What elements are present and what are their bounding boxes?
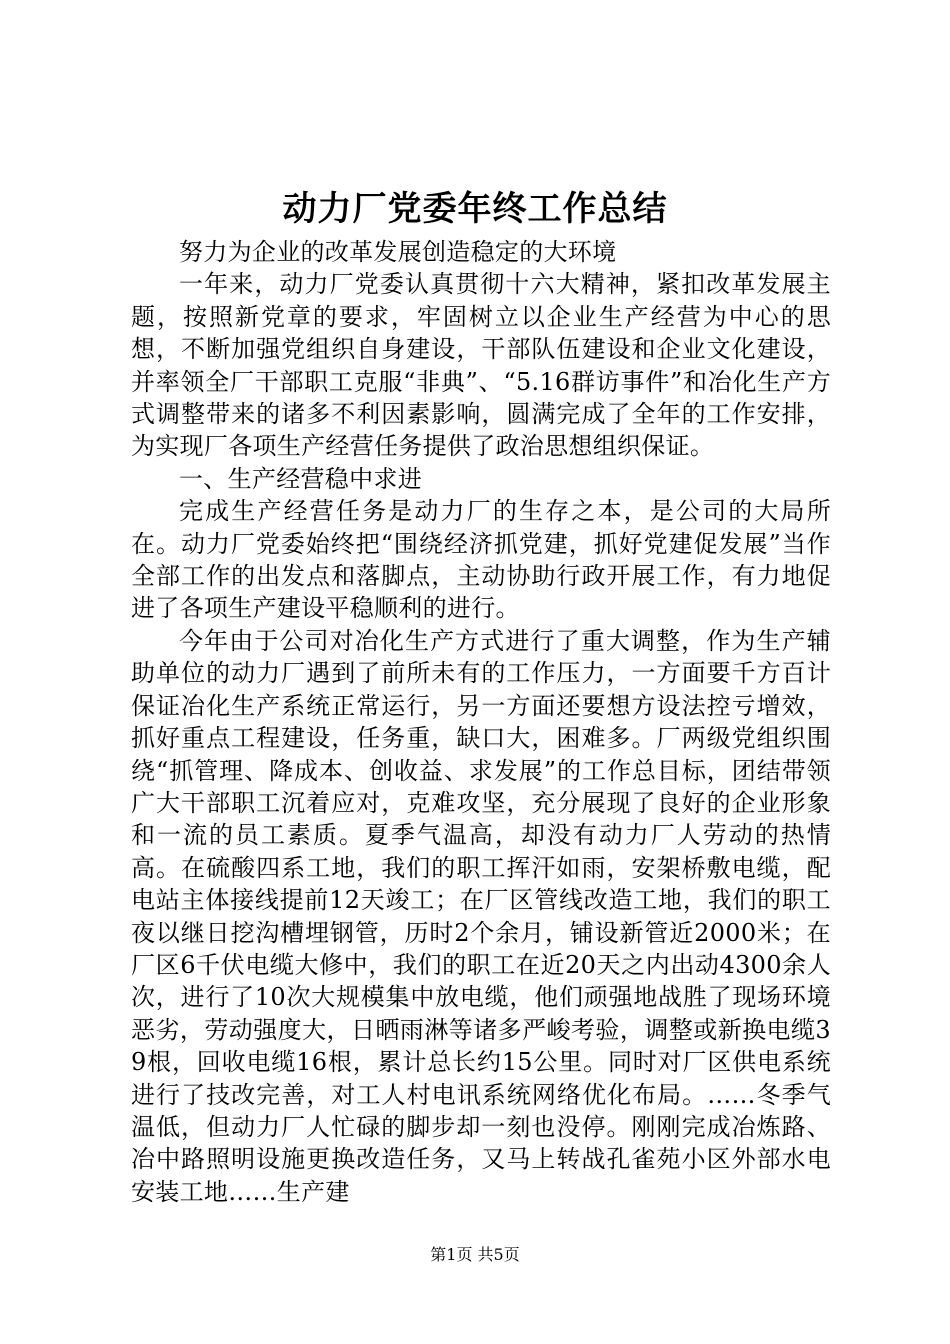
- document-body: [131, 236, 831, 1208]
- document-title: 动力厂党委年终工作总结: [282, 189, 668, 229]
- body-paragraph: 今年由于公司对冶化生产方式进行了重大调整，作为生产辅助单位的动力厂遇到了前所未有的工作压力，一方面要千方百计保证冶化生产系统正常运行，另一方面还要想方设法控亏增效，抓好重点工程建设，任务重，缺口大，困难多。厂两级党组织围绕“抓管理、降成本、创收益、求发展”的工作总目标，团结带领广大干部职工沉着应对，克难攻坚，充分展现了良好的企业形象和一流的员工素质。夏季气温高，却没有动力厂人劳动的热情高。在硫酸四系工地，我们的职工挥汗如雨，安架桥敷电缆，配电站主体接线提前12天竣工；在厂区管线改造工地，我们的职工夜以继日挖沟槽埋钢管，历时2个余月，铺设新管近2000米；在厂区6千伏电缆大修中，我们的职工在近20天之内出动4300余人次，进行了10次大规模集中放电缆，他们顽强地战胜了现场环境恶劣，劳动强度大，日晒雨淋等诸多严峻考验，调整或新换电缆39根，回收电缆16根，累计总长约15公里。同时对厂区供电系统进行了技改完善，对工人村电讯系统网络优化布局。……冬季气温低，但动力厂人忙碌的脚步却一刻也没停。刚刚完成冶炼路、冶中路照明设施更换改造任务，又马上转战孔雀苑小区外部水电安装工地……生产建: [131, 626, 831, 1206]
- section-heading: 一、生产经营稳中求进: [179, 464, 422, 493]
- subtitle-paragraph: 努力为企业的改革发展创造稳定的大环境: [179, 238, 617, 266]
- intro-paragraph: 一年来，动力厂党委认真贯彻十六大精神，紧扣改革发展主题，按照新党章的要求，牢固树立以企业生产经营为中心的思想，不断加强党组织自身建设，干部队伍建设和企业文化建设，并率领全厂干部职工克服“非典”、“5.16群访事件”和冶化生产方式调整带来的诸多不利因素影响，圆满完成了全年的工作安排，为实现厂各项生产经营任务提供了政治思想组织保证。: [131, 270, 831, 461]
- body-paragraph: 完成生产经营任务是动力厂的生存之本，是公司的大局所在。动力厂党委始终把“围绕经济抓党建，抓好党建促发展”当作全部工作的出发点和落脚点，主动协助行政开展工作，有力地促进了各项生产建设平稳顺利的进行。: [131, 497, 831, 623]
- page-footer: 第1页 共5页: [430, 1245, 520, 1264]
